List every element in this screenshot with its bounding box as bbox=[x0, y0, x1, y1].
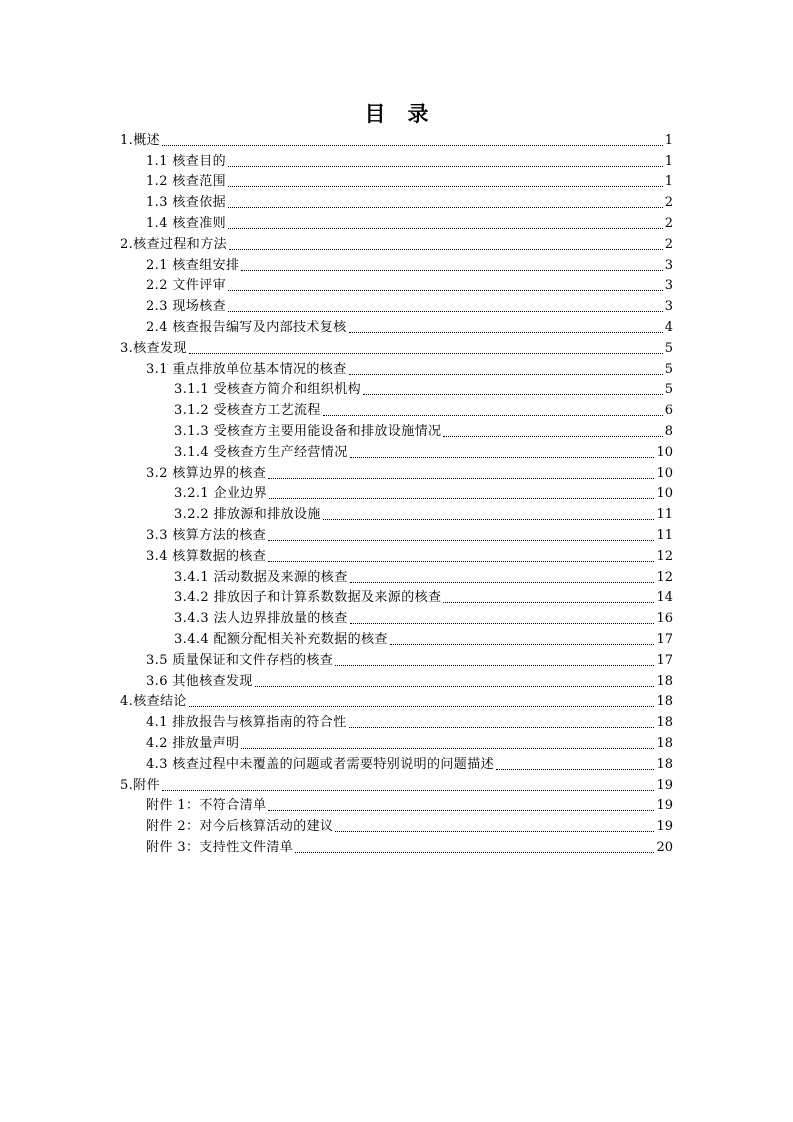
toc-entry[interactable] bbox=[120, 149, 673, 170]
toc-entry[interactable] bbox=[120, 211, 673, 232]
toc-entry[interactable] bbox=[120, 419, 673, 440]
toc-entry[interactable] bbox=[120, 190, 673, 211]
toc-entry[interactable] bbox=[120, 773, 673, 794]
toc-entry[interactable] bbox=[120, 752, 673, 773]
toc-entry-page-number: 1 bbox=[664, 174, 673, 190]
toc-dot-leader bbox=[323, 519, 655, 520]
toc-entry-page-number: 12 bbox=[656, 569, 673, 585]
toc-dot-leader bbox=[228, 311, 663, 312]
toc-entry-label: 3.2 核算边界的核查 bbox=[146, 465, 267, 481]
toc-entry-page-number: 8 bbox=[664, 423, 673, 439]
toc-dot-leader bbox=[162, 145, 663, 146]
toc-dot-leader bbox=[255, 686, 655, 687]
toc-entry-page-number: 19 bbox=[656, 798, 673, 814]
toc-entry-label: 附件 1：不符合清单 bbox=[146, 798, 267, 814]
toc-entry-label: 3.1.1 受核查方简介和组织机构 bbox=[174, 382, 362, 398]
toc-entry[interactable] bbox=[120, 586, 673, 607]
toc-entry-page-number: 14 bbox=[656, 590, 673, 606]
toc-dot-leader bbox=[162, 790, 654, 791]
toc-dot-leader bbox=[189, 353, 663, 354]
toc-entry[interactable] bbox=[120, 253, 673, 274]
toc-dot-leader bbox=[228, 207, 663, 208]
toc-dot-leader bbox=[350, 457, 655, 458]
toc-dot-leader bbox=[228, 228, 663, 229]
toc-entry-label: 1.概述 bbox=[120, 132, 161, 148]
toc-entry-page-number: 5 bbox=[664, 382, 673, 398]
toc-entry[interactable] bbox=[120, 378, 673, 399]
toc-entry[interactable] bbox=[120, 294, 673, 315]
toc-entry-label: 附件 2：对今后核算活动的建议 bbox=[146, 819, 334, 835]
toc-entry[interactable] bbox=[120, 315, 673, 336]
toc-entry-page-number: 10 bbox=[656, 486, 673, 502]
toc-entry-label: 4.核查结论 bbox=[120, 694, 187, 710]
toc-entry[interactable] bbox=[120, 544, 673, 565]
toc-entry-page-number: 3 bbox=[664, 278, 673, 294]
toc-dot-leader bbox=[349, 727, 655, 728]
toc-title bbox=[0, 100, 793, 128]
toc-entry-label: 3.4.3 法人边界排放量的核查 bbox=[174, 611, 348, 627]
toc-dot-leader bbox=[443, 602, 654, 603]
toc-entry-label: 3.3 核算方法的核查 bbox=[146, 527, 267, 543]
toc-dot-leader bbox=[496, 769, 654, 770]
toc-entry[interactable] bbox=[120, 648, 673, 669]
toc-title-char-1: 目 bbox=[364, 102, 386, 126]
toc-entry-label: 4.3 核查过程中未覆盖的问题或者需要特别说明的问题描述 bbox=[146, 756, 495, 772]
toc-entry-page-number: 18 bbox=[656, 735, 673, 751]
toc-entry-page-number: 3 bbox=[664, 257, 673, 273]
toc-entry[interactable] bbox=[120, 502, 673, 523]
toc-dot-leader bbox=[241, 748, 654, 749]
toc-entry-label: 3.6 其他核查发现 bbox=[146, 673, 253, 689]
toc-dot-leader bbox=[268, 540, 654, 541]
toc-dot-leader bbox=[350, 582, 655, 583]
toc-entry-page-number: 20 bbox=[656, 839, 673, 855]
toc-entry-label: 1.2 核查范围 bbox=[146, 174, 227, 190]
toc-entry[interactable] bbox=[120, 170, 673, 191]
toc-entry-page-number: 5 bbox=[664, 361, 673, 377]
toc-dot-leader bbox=[335, 665, 654, 666]
toc-entry-label: 1.1 核查目的 bbox=[146, 153, 227, 169]
toc-entry-label: 4.1 排放报告与核算指南的符合性 bbox=[146, 715, 347, 731]
toc-dot-leader bbox=[228, 186, 663, 187]
toc-dot-leader bbox=[349, 332, 663, 333]
toc-entry-label: 1.3 核查依据 bbox=[146, 195, 227, 211]
toc-entry-page-number: 11 bbox=[656, 507, 673, 523]
toc-entry-label: 3.1.2 受核查方工艺流程 bbox=[174, 403, 321, 419]
toc-entry[interactable] bbox=[120, 128, 673, 149]
toc-entry-page-number: 19 bbox=[656, 777, 673, 793]
toc-entry-label: 3.5 质量保证和文件存档的核查 bbox=[146, 652, 334, 668]
toc-entry-page-number: 19 bbox=[656, 819, 673, 835]
toc-entry-label: 附件 3：支持性文件清单 bbox=[146, 839, 294, 855]
toc-entry-label: 5.附件 bbox=[120, 777, 161, 793]
toc-entry-label: 3.4.2 排放因子和计算系数数据及来源的核查 bbox=[174, 590, 442, 606]
toc-entry-page-number: 18 bbox=[656, 715, 673, 731]
toc-entry-page-number: 12 bbox=[656, 548, 673, 564]
toc-dot-leader bbox=[189, 706, 655, 707]
toc-entry[interactable] bbox=[120, 336, 673, 357]
toc-dot-leader bbox=[335, 831, 654, 832]
toc-entry-page-number: 3 bbox=[664, 299, 673, 315]
toc-entry[interactable] bbox=[120, 690, 673, 711]
toc-entry-page-number: 18 bbox=[656, 673, 673, 689]
toc-entry[interactable] bbox=[120, 398, 673, 419]
toc-entry[interactable] bbox=[120, 731, 673, 752]
toc-entry-label: 3.核查发现 bbox=[120, 340, 187, 356]
toc-entry-page-number: 11 bbox=[656, 527, 673, 543]
toc-entry-page-number: 18 bbox=[656, 756, 673, 772]
toc-entry-label: 2.1 核查组安排 bbox=[146, 257, 240, 273]
toc-entry[interactable] bbox=[120, 814, 673, 835]
toc-entry-label: 1.4 核查准则 bbox=[146, 215, 227, 231]
toc-entry-label: 3.1.4 受核查方生产经营情况 bbox=[174, 444, 348, 460]
toc-entry-page-number: 2 bbox=[664, 215, 673, 231]
toc-dot-leader bbox=[363, 394, 663, 395]
toc-entry-label: 3.4.4 配额分配相关补充数据的核查 bbox=[174, 631, 388, 647]
toc-dot-leader bbox=[241, 270, 662, 271]
toc-entry-label: 4.2 排放量声明 bbox=[146, 735, 240, 751]
toc-dot-leader bbox=[323, 415, 663, 416]
toc-entry-page-number: 16 bbox=[656, 611, 673, 627]
toc-entry-label: 3.4 核算数据的核查 bbox=[146, 548, 267, 564]
toc-entry[interactable] bbox=[120, 482, 673, 503]
toc-entry[interactable] bbox=[120, 565, 673, 586]
toc-dot-leader bbox=[268, 810, 654, 811]
toc-entry-label: 3.2.2 排放源和排放设施 bbox=[174, 507, 321, 523]
toc-entry-page-number: 17 bbox=[656, 652, 673, 668]
toc-dot-leader bbox=[229, 249, 663, 250]
toc-entry-page-number: 1 bbox=[664, 132, 673, 148]
toc-dot-leader bbox=[269, 498, 654, 499]
toc-dot-leader bbox=[228, 290, 663, 291]
toc-entry[interactable] bbox=[120, 794, 673, 815]
toc-entry[interactable] bbox=[120, 606, 673, 627]
toc-entry-label: 3.1.3 受核查方主要用能设备和排放设施情况 bbox=[174, 423, 442, 439]
toc-entry-page-number: 6 bbox=[664, 403, 673, 419]
toc-entry[interactable] bbox=[120, 523, 673, 544]
toc-entry-page-number: 4 bbox=[664, 319, 673, 335]
toc-entry-page-number: 2 bbox=[664, 236, 673, 252]
toc-dot-leader bbox=[268, 478, 654, 479]
toc-entry[interactable] bbox=[120, 274, 673, 295]
toc-entry-page-number: 18 bbox=[656, 694, 673, 710]
toc-entry-label: 3.1 重点排放单位基本情况的核查 bbox=[146, 361, 347, 377]
toc-entry-label: 3.2.1 企业边界 bbox=[174, 486, 268, 502]
toc-dot-leader bbox=[443, 436, 662, 437]
toc-list bbox=[120, 128, 673, 856]
toc-title-char-2: 录 bbox=[407, 102, 429, 126]
toc-entry-label: 2.2 文件评审 bbox=[146, 278, 227, 294]
toc-entry[interactable] bbox=[120, 710, 673, 731]
toc-entry-page-number: 10 bbox=[656, 444, 673, 460]
toc-entry[interactable] bbox=[120, 357, 673, 378]
toc-dot-leader bbox=[268, 561, 654, 562]
toc-entry[interactable] bbox=[120, 440, 673, 461]
toc-entry-label: 3.4.1 活动数据及来源的核查 bbox=[174, 569, 348, 585]
toc-dot-leader bbox=[350, 623, 655, 624]
toc-entry-page-number: 5 bbox=[664, 340, 673, 356]
toc-entry-label: 2.3 现场核查 bbox=[146, 299, 227, 315]
toc-entry[interactable] bbox=[120, 627, 673, 648]
toc-entry[interactable] bbox=[120, 669, 673, 690]
toc-entry-label: 2.4 核查报告编写及内部技术复核 bbox=[146, 319, 347, 335]
toc-entry-page-number: 10 bbox=[656, 465, 673, 481]
toc-entry-page-number: 1 bbox=[664, 153, 673, 169]
toc-dot-leader bbox=[295, 852, 654, 853]
toc-entry-label: 2.核查过程和方法 bbox=[120, 236, 228, 252]
toc-dot-leader bbox=[390, 644, 655, 645]
toc-dot-leader bbox=[349, 374, 663, 375]
toc-dot-leader bbox=[228, 166, 663, 167]
toc-entry[interactable] bbox=[120, 835, 673, 856]
toc-entry-page-number: 17 bbox=[656, 631, 673, 647]
toc-entry[interactable] bbox=[120, 461, 673, 482]
toc-entry[interactable] bbox=[120, 232, 673, 253]
toc-entry-page-number: 2 bbox=[664, 195, 673, 211]
